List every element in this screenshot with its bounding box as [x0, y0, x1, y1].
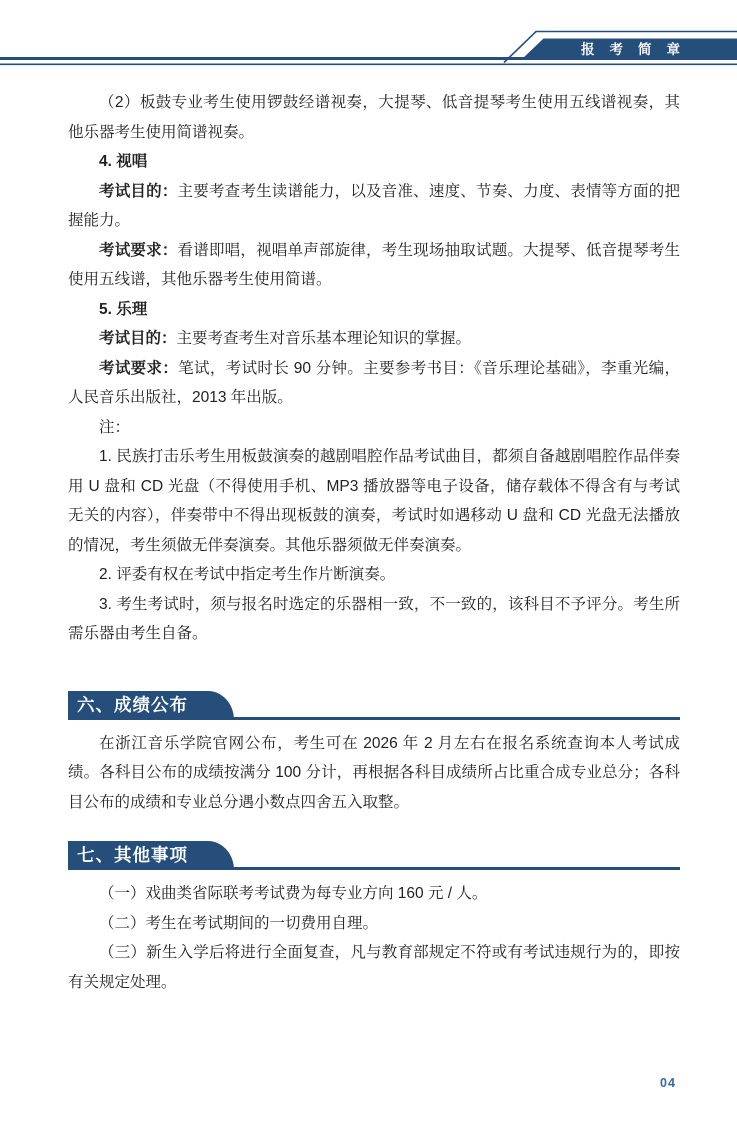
paragraph-label: 考试目的： [99, 330, 177, 347]
paragraph [68, 324, 680, 354]
paragraph-label: 考试要求： [99, 241, 178, 259]
paragraph [68, 88, 680, 147]
body-paragraphs [68, 88, 680, 649]
paragraph-text: （二）考生在考试期间的一切费用自理。 [99, 914, 379, 932]
section-paragraphs [68, 729, 680, 818]
paragraph-text: 主要考查考生对音乐基本理论知识的掌握。 [176, 330, 472, 347]
paragraph [68, 413, 680, 443]
paragraph [68, 236, 680, 295]
paragraph-text: 主要考查考生读谱能力，以及音准、速度、节奏、力度、表情等方面的把握能力。 [68, 182, 680, 229]
paragraph-text: 1. 民族打击乐考生用板鼓演奏的越剧唱腔作品考试曲目，都须自备越剧唱腔作品伴奏用 U 盘和 CD 光盘（不得使用手机、MP3 播放器等电子设备，储存载体不得含有与考试无关的内容），伴奏带中不得出现板鼓的演奏，考试时如遇移动 U 盘和 CD 光盘无法播放的情况，考生须做无伴奏演奏。其他乐器须做无伴奏演奏。 [68, 448, 680, 554]
paragraph [68, 590, 680, 649]
paragraph-label: 4. 视唱 [99, 153, 148, 170]
paragraph [68, 442, 680, 560]
paragraph-text: （一）戏曲类省际联考考试费为每专业方向 160 元 / 人。 [99, 885, 488, 902]
paragraph-text: 3. 考生考试时，须与报名时选定的乐器相一致，不一致的，该科目不予评分。考生所需乐器由考生自备。 [68, 595, 680, 642]
section-paragraphs [68, 879, 680, 997]
paragraph [68, 909, 680, 939]
section-header [68, 691, 680, 720]
paragraph-text: （2）板鼓专业考生使用锣鼓经谱视奏，大提琴、低音提琴考生使用五线谱视奏，其他乐器考生使用简谱视奏。 [68, 94, 680, 141]
page-number: 04 [660, 1076, 676, 1090]
paragraph [68, 354, 680, 413]
paragraph-label: 考试要求： [99, 359, 179, 377]
paragraph [68, 729, 680, 818]
paragraph [68, 938, 680, 997]
section-results-publication [68, 691, 680, 818]
section-title-banner: 六、成绩公布 [68, 691, 234, 720]
paragraph-label: 考试目的： [99, 182, 178, 200]
paragraph-text: 看谱即唱，视唱单声部旋律，考生现场抽取试题。大提琴、低音提琴考生使用五线谱，其他乐器考生使用简谱。 [68, 241, 680, 288]
header-rule-thin [0, 64, 737, 66]
section-title-banner: 七、其他事项 [68, 841, 234, 870]
paragraph [68, 879, 680, 909]
section-header [68, 841, 680, 870]
paragraph-text: 在浙江音乐学院官网公布，考生可在 2026 年 2 月左右在报名系统查询本人考试成绩。各科目公布的成绩按满分 100 分计，再根据各科目成绩所占比重合成专业总分；各科目公布的成绩和专业总分遇小数点四舍五入取整。 [68, 734, 680, 811]
paragraph-text: 注： [99, 418, 131, 436]
paragraph-label: 5. 乐理 [99, 300, 148, 318]
paragraph [68, 177, 680, 236]
paragraph-text: 2. 评委有权在考试中指定考生作片断演奏。 [99, 566, 396, 583]
paragraph-text: （三）新生入学后将进行全面复查，凡与教育部规定不符或有考试违规行为的，即按有关规定处理。 [68, 944, 680, 991]
paragraph [68, 560, 680, 590]
paragraph [68, 147, 680, 177]
paragraph-text: 笔试，考试时长 90 分钟。主要参考书目：《音乐理论基础》，李重光编，人民音乐出版社，2013 年出版。 [68, 359, 680, 406]
body-content [68, 88, 680, 997]
header-ribbon [0, 0, 737, 72]
section-other-matters [68, 841, 680, 997]
header-ribbon-label: 报考简章 [581, 42, 695, 57]
paragraph [68, 295, 680, 325]
